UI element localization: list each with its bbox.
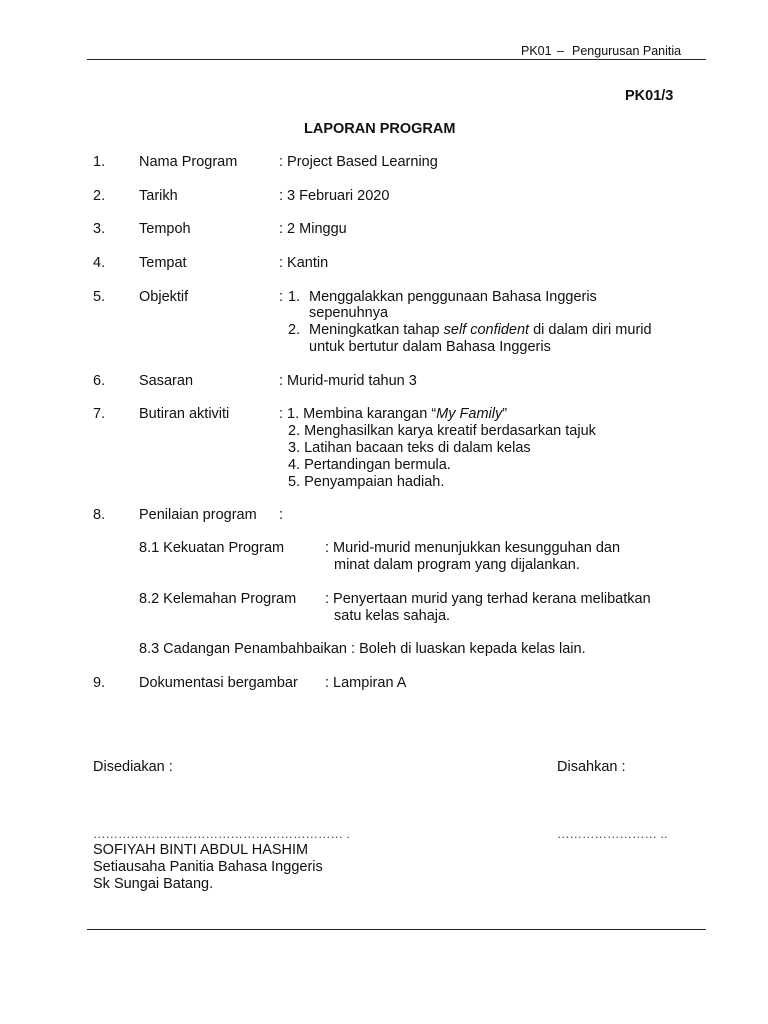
improvement-suggestion: 8.3 Cadangan Penambahbaikan : Boleh di luaskan kepada kelas lain. [139,641,586,657]
prepared-signature-line: …………………………………………………… . [93,827,350,841]
activity-4: 4. Pertandingan bermula. [288,457,451,473]
objective-colon: : [279,289,284,305]
prepared-by-label: Disediakan : [93,759,173,775]
objective-1-line2: sepenuhnya [309,305,389,321]
preparer-name: SOFIYAH BINTI ABDUL HASHIM [93,842,309,858]
item-number: 6. [93,373,106,389]
preparer-position: Setiausaha Panitia Bahasa Inggeris [93,859,323,875]
item-label-duration: Tempoh [139,221,191,237]
objective-2-text-b: di dalam diri murid [529,322,652,338]
item-label-date: Tarikh [139,188,178,204]
evaluation-colon: : [279,507,284,523]
header-rule [87,59,706,60]
objective-2-line1 [309,322,652,339]
strength-line2: minat dalam program yang dijalankan. [334,557,580,573]
footer-rule [87,929,706,930]
form-code: PK01/3 [625,88,674,104]
header-section: Pengurusan Panitia [572,44,682,58]
item-label-documentation: Dokumentasi bergambar [139,675,298,691]
activity-5: 5. Penyampaian hadiah. [288,474,445,490]
item-number: 7. [93,406,106,422]
activity-1-text-b: ” [502,406,508,422]
item-value-documentation: : Lampiran A [325,675,407,691]
item-number: 3. [93,221,106,237]
weakness-label: 8.2 Kelemahan Program [139,591,297,607]
weakness-line1: : Penyertaan murid yang terhad kerana melibatkan [325,591,651,607]
item-label-venue: Tempat [139,255,187,271]
preparer-school: Sk Sungai Batang. [93,876,214,892]
strength-line1: : Murid-murid menunjukkan kesungguhan dan [325,540,621,556]
item-value-venue: : Kantin [279,255,329,271]
item-label-evaluation: Penilaian program [139,507,257,523]
activity-1-text-a: : 1. Membina karangan “ [279,406,437,422]
activity-1-emphasis: My Family [436,406,503,422]
item-label-program-name: Nama Program [139,154,238,170]
strength-label: 8.1 Kekuatan Program [139,540,285,556]
header-separator: – [557,44,564,58]
activity-3: 3. Latihan bacaan teks di dalam kelas [288,440,531,456]
item-number: 8. [93,507,106,523]
item-value-duration: : 2 Minggu [279,221,347,237]
item-label-objective: Objektif [139,289,189,305]
document-title: LAPORAN PROGRAM [304,121,456,137]
item-label-activities: Butiran aktiviti [139,406,230,422]
objective-2-number: 2. [288,322,301,338]
objective-2-text-a: Meningkatkan tahap [309,322,444,338]
objective-2-line2: untuk bertutur dalam Bahasa Inggeris [309,339,551,355]
item-value-program-name: : Project Based Learning [279,154,438,170]
item-number: 5. [93,289,106,305]
header-code: PK01 [521,44,552,58]
approved-signature-line: …………………… .. [557,827,668,841]
item-number: 2. [93,188,106,204]
weakness-line2: satu kelas sahaja. [334,608,451,624]
item-number: 4. [93,255,106,271]
activity-2: 2. Menghasilkan karya kreatif berdasarkan tajuk [288,423,596,439]
item-value-target: : Murid-murid tahun 3 [279,373,417,389]
item-number: 1. [93,154,106,170]
objective-1-number: 1. [288,289,301,305]
objective-2-emphasis: self confident [443,322,530,338]
activity-1 [279,406,507,423]
item-value-date: : 3 Februari 2020 [279,188,390,204]
item-number: 9. [93,675,106,691]
objective-1-line1: Menggalakkan penggunaan Bahasa Inggeris [309,289,597,305]
item-label-target: Sasaran [139,373,194,389]
approved-by-label: Disahkan : [557,759,626,775]
